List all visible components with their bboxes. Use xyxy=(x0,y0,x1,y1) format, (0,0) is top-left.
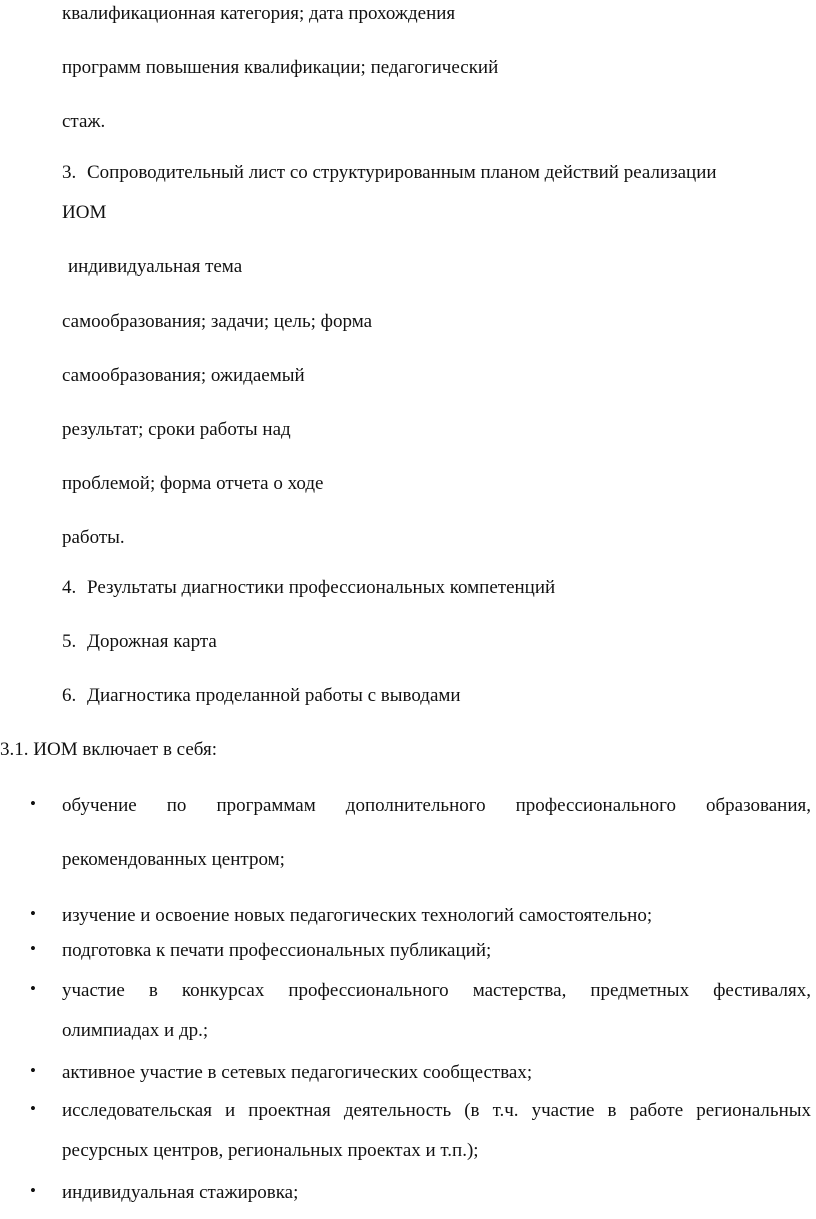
list-item-3-sub-line: результат; сроки работы над xyxy=(62,419,291,440)
continuation-line-1: квалификационная категория; дата прохождения xyxy=(62,3,456,24)
bullet-item-6-text-cont: ресурсных центров, региональных проектах и т.п.); xyxy=(62,1140,479,1161)
bullet-item-1-text: обучение по программам дополнительного профессионального образования, xyxy=(62,795,811,816)
bullet-icon: • xyxy=(30,904,36,923)
list-number-5: 5. xyxy=(62,631,77,652)
bullet-item-7-text: индивидуальная стажировка; xyxy=(62,1182,299,1203)
list-item-3-sub-line: проблемой; форма отчета о ходе xyxy=(62,473,324,494)
bullet-item-2-text: изучение и освоение новых педагогических технологий самостоятельно; xyxy=(62,905,653,926)
bullet-item-4-text: участие в конкурсах профессионального мастерства, предметных фестивалях, xyxy=(62,980,811,1001)
bullet-item-5-text: активное участие в сетевых педагогических сообществах; xyxy=(62,1062,533,1083)
bullet-item-6-text: исследовательская и проектная деятельность (в т.ч. участие в работе региональных xyxy=(62,1100,811,1121)
list-number-4: 4. xyxy=(62,577,77,598)
bullet-icon: • xyxy=(30,1099,36,1118)
bullet-icon: • xyxy=(30,1181,36,1200)
list-item-3-sub-line: самообразования; задачи; цель; форма xyxy=(62,311,373,332)
list-item-5-text: Дорожная карта xyxy=(87,631,217,652)
bullet-icon: • xyxy=(30,979,36,998)
list-item-3-text-cont: ИОМ xyxy=(62,202,107,223)
bullet-item-3-text: подготовка к печати профессиональных публикаций; xyxy=(62,940,492,961)
list-item-3-sub-line: индивидуальная тема xyxy=(68,256,243,277)
list-item-3-sub-line: работы. xyxy=(62,527,125,548)
list-item-6-text: Диагностика проделанной работы с выводами xyxy=(87,685,461,706)
list-item-4-text: Результаты диагностики профессиональных компетенций xyxy=(87,577,556,598)
bullet-icon: • xyxy=(30,1061,36,1080)
list-item-3-text: Сопроводительный лист со структурированным планом действий реализации xyxy=(87,162,717,183)
list-item-3-sub-line: самообразования; ожидаемый xyxy=(62,365,305,386)
list-number-6: 6. xyxy=(62,685,77,706)
continuation-line-3: стаж. xyxy=(62,111,106,132)
section-heading: 3.1. ИОМ включает в себя: xyxy=(0,739,217,760)
continuation-line-2: программ повышения квалификации; педагогический xyxy=(62,57,499,78)
list-number-3: 3. xyxy=(62,162,77,183)
bullet-item-4-text-cont: олимпиадах и др.; xyxy=(62,1020,209,1041)
bullet-icon: • xyxy=(30,939,36,958)
bullet-icon: • xyxy=(30,794,36,813)
bullet-item-1-text-cont: рекомендованных центром; xyxy=(62,849,285,870)
